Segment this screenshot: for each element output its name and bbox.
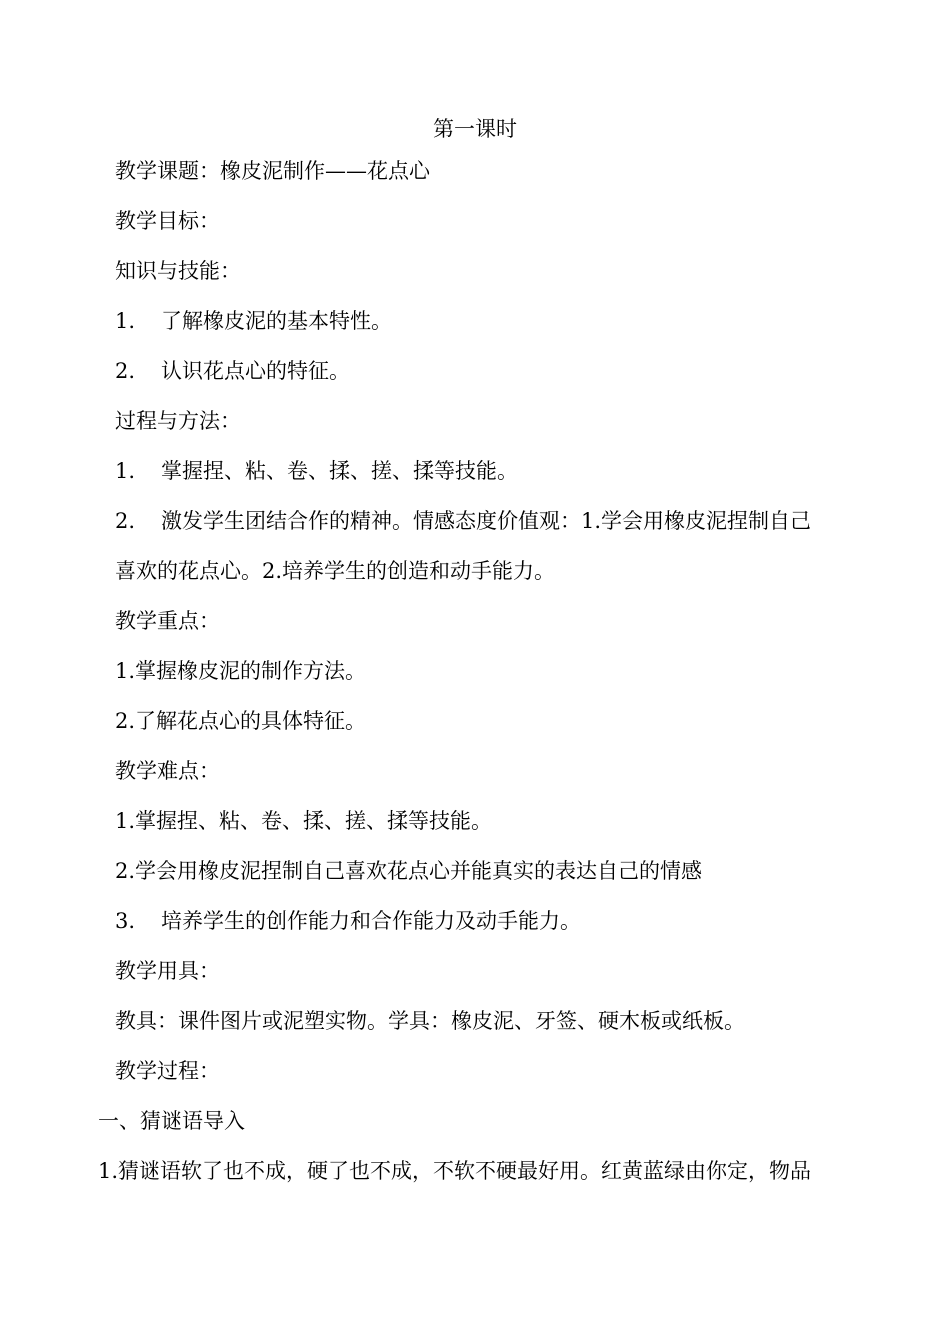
- list-text: 认识花点心的特征。: [161, 359, 350, 383]
- subheading-knowledge-skills: 知识与技能：: [115, 259, 241, 283]
- list-item: [115, 358, 350, 384]
- section-heading-objectives: 教学目标：: [115, 209, 220, 233]
- section-heading-difficulties: 教学难点：: [115, 759, 220, 783]
- section-heading-process: 教学过程：: [115, 1059, 220, 1083]
- difficulty-item: 2.学会用橡皮泥捏制自己喜欢花点心并能真实的表达自己的情感: [115, 859, 703, 883]
- key-point-item: 1.掌握橡皮泥的制作方法。: [115, 659, 367, 683]
- list-number: 1.: [115, 309, 136, 333]
- list-item: [115, 508, 811, 534]
- section-heading-tools: 教学用具：: [115, 959, 220, 983]
- step-heading-riddle-intro: 一、猜谜语导入: [98, 1109, 245, 1133]
- list-item: [115, 908, 581, 934]
- list-number: 2.: [115, 359, 136, 383]
- list-item: [115, 458, 518, 484]
- list-item-continuation: 喜欢的花点心。2.培养学生的创造和动手能力。: [115, 559, 556, 583]
- difficulty-item: 1.掌握捏、粘、卷、揉、搓、揉等技能。: [115, 809, 493, 833]
- list-number: 3.: [115, 909, 136, 933]
- section-heading-key-points: 教学重点：: [115, 609, 220, 633]
- list-text: 培养学生的创作能力和合作能力及动手能力。: [161, 909, 581, 933]
- subheading-process-methods: 过程与方法：: [115, 409, 241, 433]
- key-point-item: 2.了解花点心的具体特征。: [115, 709, 367, 733]
- list-text: 了解橡皮泥的基本特性。: [161, 309, 392, 333]
- riddle-text: 1.猜谜语软了也不成，硬了也不成，不软不硬最好用。红黄蓝绿由你定，物品: [98, 1159, 812, 1183]
- list-number: 2.: [115, 509, 136, 533]
- list-item: [115, 308, 392, 334]
- list-text: 激发学生团结合作的精神。情感态度价值观：1.学会用橡皮泥捏制自己: [161, 509, 812, 533]
- lesson-topic: 教学课题：橡皮泥制作——花点心: [115, 159, 430, 183]
- list-text: 掌握捏、粘、卷、揉、搓、揉等技能。: [161, 459, 518, 483]
- page-title: 第一课时: [433, 117, 517, 141]
- tools-description: 教具：课件图片或泥塑实物。学具：橡皮泥、牙签、硬木板或纸板。: [115, 1009, 745, 1033]
- list-number: 1.: [115, 459, 136, 483]
